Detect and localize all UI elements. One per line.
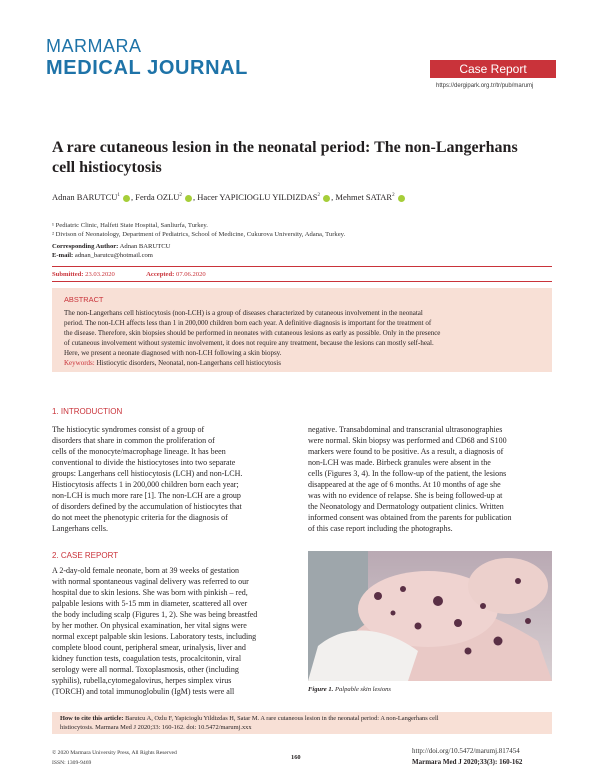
abstract-line: The non-Langerhans cell histiocytosis (non-LCH) is a group of diseases characterized by cutaneous involvement in the neonatal — [64, 309, 423, 317]
text-line: serology were all normal. Toxoplasmosis, other (including — [52, 665, 239, 674]
corresponding-author — [52, 243, 170, 250]
how-to-cite-text — [60, 714, 546, 732]
divider — [52, 266, 552, 267]
corresponding-email — [52, 252, 153, 259]
text-line: negative. Transabdominal and transcranial ultrasonographies — [308, 425, 503, 434]
right-column-paragraph — [308, 424, 552, 534]
text-line: complete blood count, peripheral smear, urinalysis, liver and — [52, 643, 246, 652]
text-line: non-LCH was made. Birbeck granules were absent in the — [308, 458, 491, 467]
text-line: non-LCH is much more rare [1]. The non-LCH are a group — [52, 491, 241, 500]
journal-name-line2: MEDICAL JOURNAL — [46, 57, 248, 79]
journal-citation: Marmara Med J 2020;33(3): 160-162 — [412, 758, 523, 766]
keywords-text: Histiocytic disorders, Neonatal, non-Langerhans cell histiocytosis — [96, 359, 281, 367]
text-line: groups: Langerhans cell histiocytosis (LCH) and non-LCH. — [52, 469, 243, 478]
orcid-icon[interactable] — [123, 195, 130, 202]
text-line: Histiocytosis affects 1 in 200,000 children born each year; — [52, 480, 239, 489]
intro-heading: 1. INTRODUCTION — [52, 407, 123, 416]
abstract-box — [52, 288, 552, 372]
accepted-label: Accepted: — [146, 271, 175, 278]
orcid-icon[interactable] — [185, 195, 192, 202]
text-line: The histiocytic syndromes consist of a group of — [52, 425, 205, 434]
issn: ISSN: 1309-9469 — [52, 760, 92, 766]
text-line: kidney function tests, coagulation tests, procalcitonin, viral — [52, 654, 242, 663]
article-type-badge: Case Report — [430, 60, 556, 78]
how-to-cite-body: Barutcu A, Ozlu F, Yapicioglu Yildizdas H, Satar M. A rare cutaneous lesion in the neonatal period: A non-Langerhans cell — [125, 715, 439, 722]
article-dates — [52, 271, 206, 278]
email-link[interactable]: adnan_barutcu@hotmail.com — [74, 252, 153, 259]
keywords-label: Keywords: — [64, 359, 95, 367]
submitted-label: Submitted: — [52, 271, 84, 278]
figure-caption-text: Palpable skin lesions — [334, 686, 391, 693]
text-line: Langerhans cells. — [52, 524, 108, 533]
intro-paragraph — [52, 424, 298, 534]
text-line: with normal spontaneous vaginal delivery was referred to our — [52, 577, 249, 586]
text-line: cells of the monocyte/macrophage lineage. It has been — [52, 447, 226, 456]
doi-link[interactable]: http://doi.org/10.5472/marumj.817454 — [412, 747, 520, 755]
author-sup: 2 — [317, 193, 321, 199]
text-line: disorders that share in common the proliferation of — [52, 436, 215, 445]
author-sup: 2 — [179, 193, 182, 199]
case-heading: 2. CASE REPORT — [52, 551, 119, 560]
text-line: by her mother. On physical examination, her vital signs were — [52, 621, 247, 630]
text-line: conventional to divide the histiocytoses into two separate — [52, 458, 236, 467]
divider — [52, 281, 552, 282]
text-line: of this case report including the photographs. — [308, 524, 453, 533]
case-paragraph — [52, 565, 298, 697]
orcid-icon[interactable] — [323, 195, 330, 202]
figure-1-caption — [308, 686, 391, 693]
figure-1-photo — [308, 551, 552, 681]
text-line: normal except palpable skin lesions. Laboratory tests, including — [52, 632, 257, 641]
orcid-icon[interactable] — [398, 195, 405, 202]
journal-name-line1: MARMARA — [46, 36, 142, 56]
text-line: cells (Figures 3, 4). In the follow-up of the patient, the lesions — [308, 469, 507, 478]
author-sup: 2 — [392, 193, 395, 199]
author-name[interactable]: Adnan BARUTCU — [52, 192, 118, 202]
text-line: of disorders defined by the accumulation of histiocytes that — [52, 502, 242, 511]
how-to-cite-box — [52, 712, 552, 734]
how-to-cite-label: How to cite this article: — [60, 715, 124, 722]
text-line: markers were found to be positive. As a result, a diagnosis of — [308, 447, 504, 456]
text-line: hospital due to skin lesions. She was born with pinkish – red, — [52, 588, 248, 597]
author-name[interactable]: Hacer YAPICIOGLU YILDIZDAS — [197, 192, 318, 202]
figure-label: Figure 1. — [308, 686, 334, 693]
text-line: informed consent was obtained from the parents for publication — [308, 513, 512, 522]
article-title — [52, 138, 552, 178]
neonate-photo-illustration — [308, 551, 552, 681]
text-line: disappeared at the age of 6 months. At 10 months of age she — [308, 480, 501, 489]
abstract-line: Here, we present a neonate diagnosed with non-LCH following a skin biopsy. — [64, 349, 282, 357]
abstract-text — [64, 308, 542, 368]
keywords — [64, 358, 542, 368]
corresponding-name: Adnan BARUTCU — [119, 243, 171, 250]
title-line-2: cell histiocytosis — [52, 159, 162, 176]
page-number: 160 — [291, 754, 301, 761]
copyright: © 2020 Marmara University Press, All Rights Reserved — [52, 750, 177, 756]
how-to-cite-line-2: histiocytosis. Marmara Med J 2020;33: 160-162. doi: 10.5472/marumj.xxx — [60, 724, 252, 731]
how-to-cite-line-1 — [60, 714, 546, 723]
accepted-date: 07.06.2020 — [176, 271, 206, 278]
author-sup: 1 — [117, 193, 120, 199]
text-line: syphilis), rubella,cytomegalovirus, herpes simplex virus — [52, 676, 232, 685]
author-list: Adnan BARUTCU$^1$ , Ferda OZLU$^2$ , Hacer YAPICIOGLU YILDIZDAS$^2$ , Mehmet SATAR$^2$ — [52, 192, 552, 202]
text-line: palpable lesions with 5-15 mm in diameter, scattered all over — [52, 599, 248, 608]
abstract-line: period. The non-LCH affects less than 1 in 200,000 children born each year. A definitive diagnosis is important for the treatment of — [64, 319, 432, 327]
abstract-heading: ABSTRACT — [64, 295, 104, 304]
abstract-line: of cutaneous involvement without systemic involvement, it does not require any treatment, because the lesions can mostly self-heal. — [64, 339, 434, 347]
submitted-date: 23.03.2020 — [85, 271, 115, 278]
journal-url-link[interactable]: https://dergipark.org.tr/tr/pub/marumj — [436, 83, 534, 89]
text-line: were normal. Skin biopsy was performed and CD68 and S100 — [308, 436, 507, 445]
corresponding-label: Corresponding Author: — [52, 243, 119, 250]
author-name[interactable]: Ferda OZLU — [135, 192, 180, 202]
text-line: was with no evidence of relapse. She is being followed-up at — [308, 491, 503, 500]
text-line: the body including scalp (Figures 1, 2). She was being breastfed — [52, 610, 258, 619]
affiliation-2: ² Divison of Neonatology, Department of Pediatrics, School of Medicine, Cukurova University, Adana, Turkey. — [52, 231, 346, 238]
abstract-line: the disease. Therefore, skin biopsies should be performed in neonates with cutaneous lesions as early as possible. Only in the presence — [64, 329, 441, 337]
text-line: (TORCH) and total immunoglobulin (IgM) tests were all — [52, 687, 235, 696]
author-name[interactable]: Mehmet SATAR — [335, 192, 393, 202]
affiliation-1: ¹ Pediatric Clinic, Halfeti State Hospital, Sanliurfa, Turkey. — [52, 222, 208, 229]
text-line: do not meet the phenotypic criteria for the diagnosis of — [52, 513, 228, 522]
text-line: the Neonatology and Dermatology outpatient clinics. Written — [308, 502, 504, 511]
email-label: E-mail: — [52, 252, 74, 259]
title-line-1: A rare cutaneous lesion in the neonatal period: The non-Langerhans — [52, 139, 518, 156]
text-line: A 2-day-old female neonate, born at 39 weeks of gestation — [52, 566, 240, 575]
